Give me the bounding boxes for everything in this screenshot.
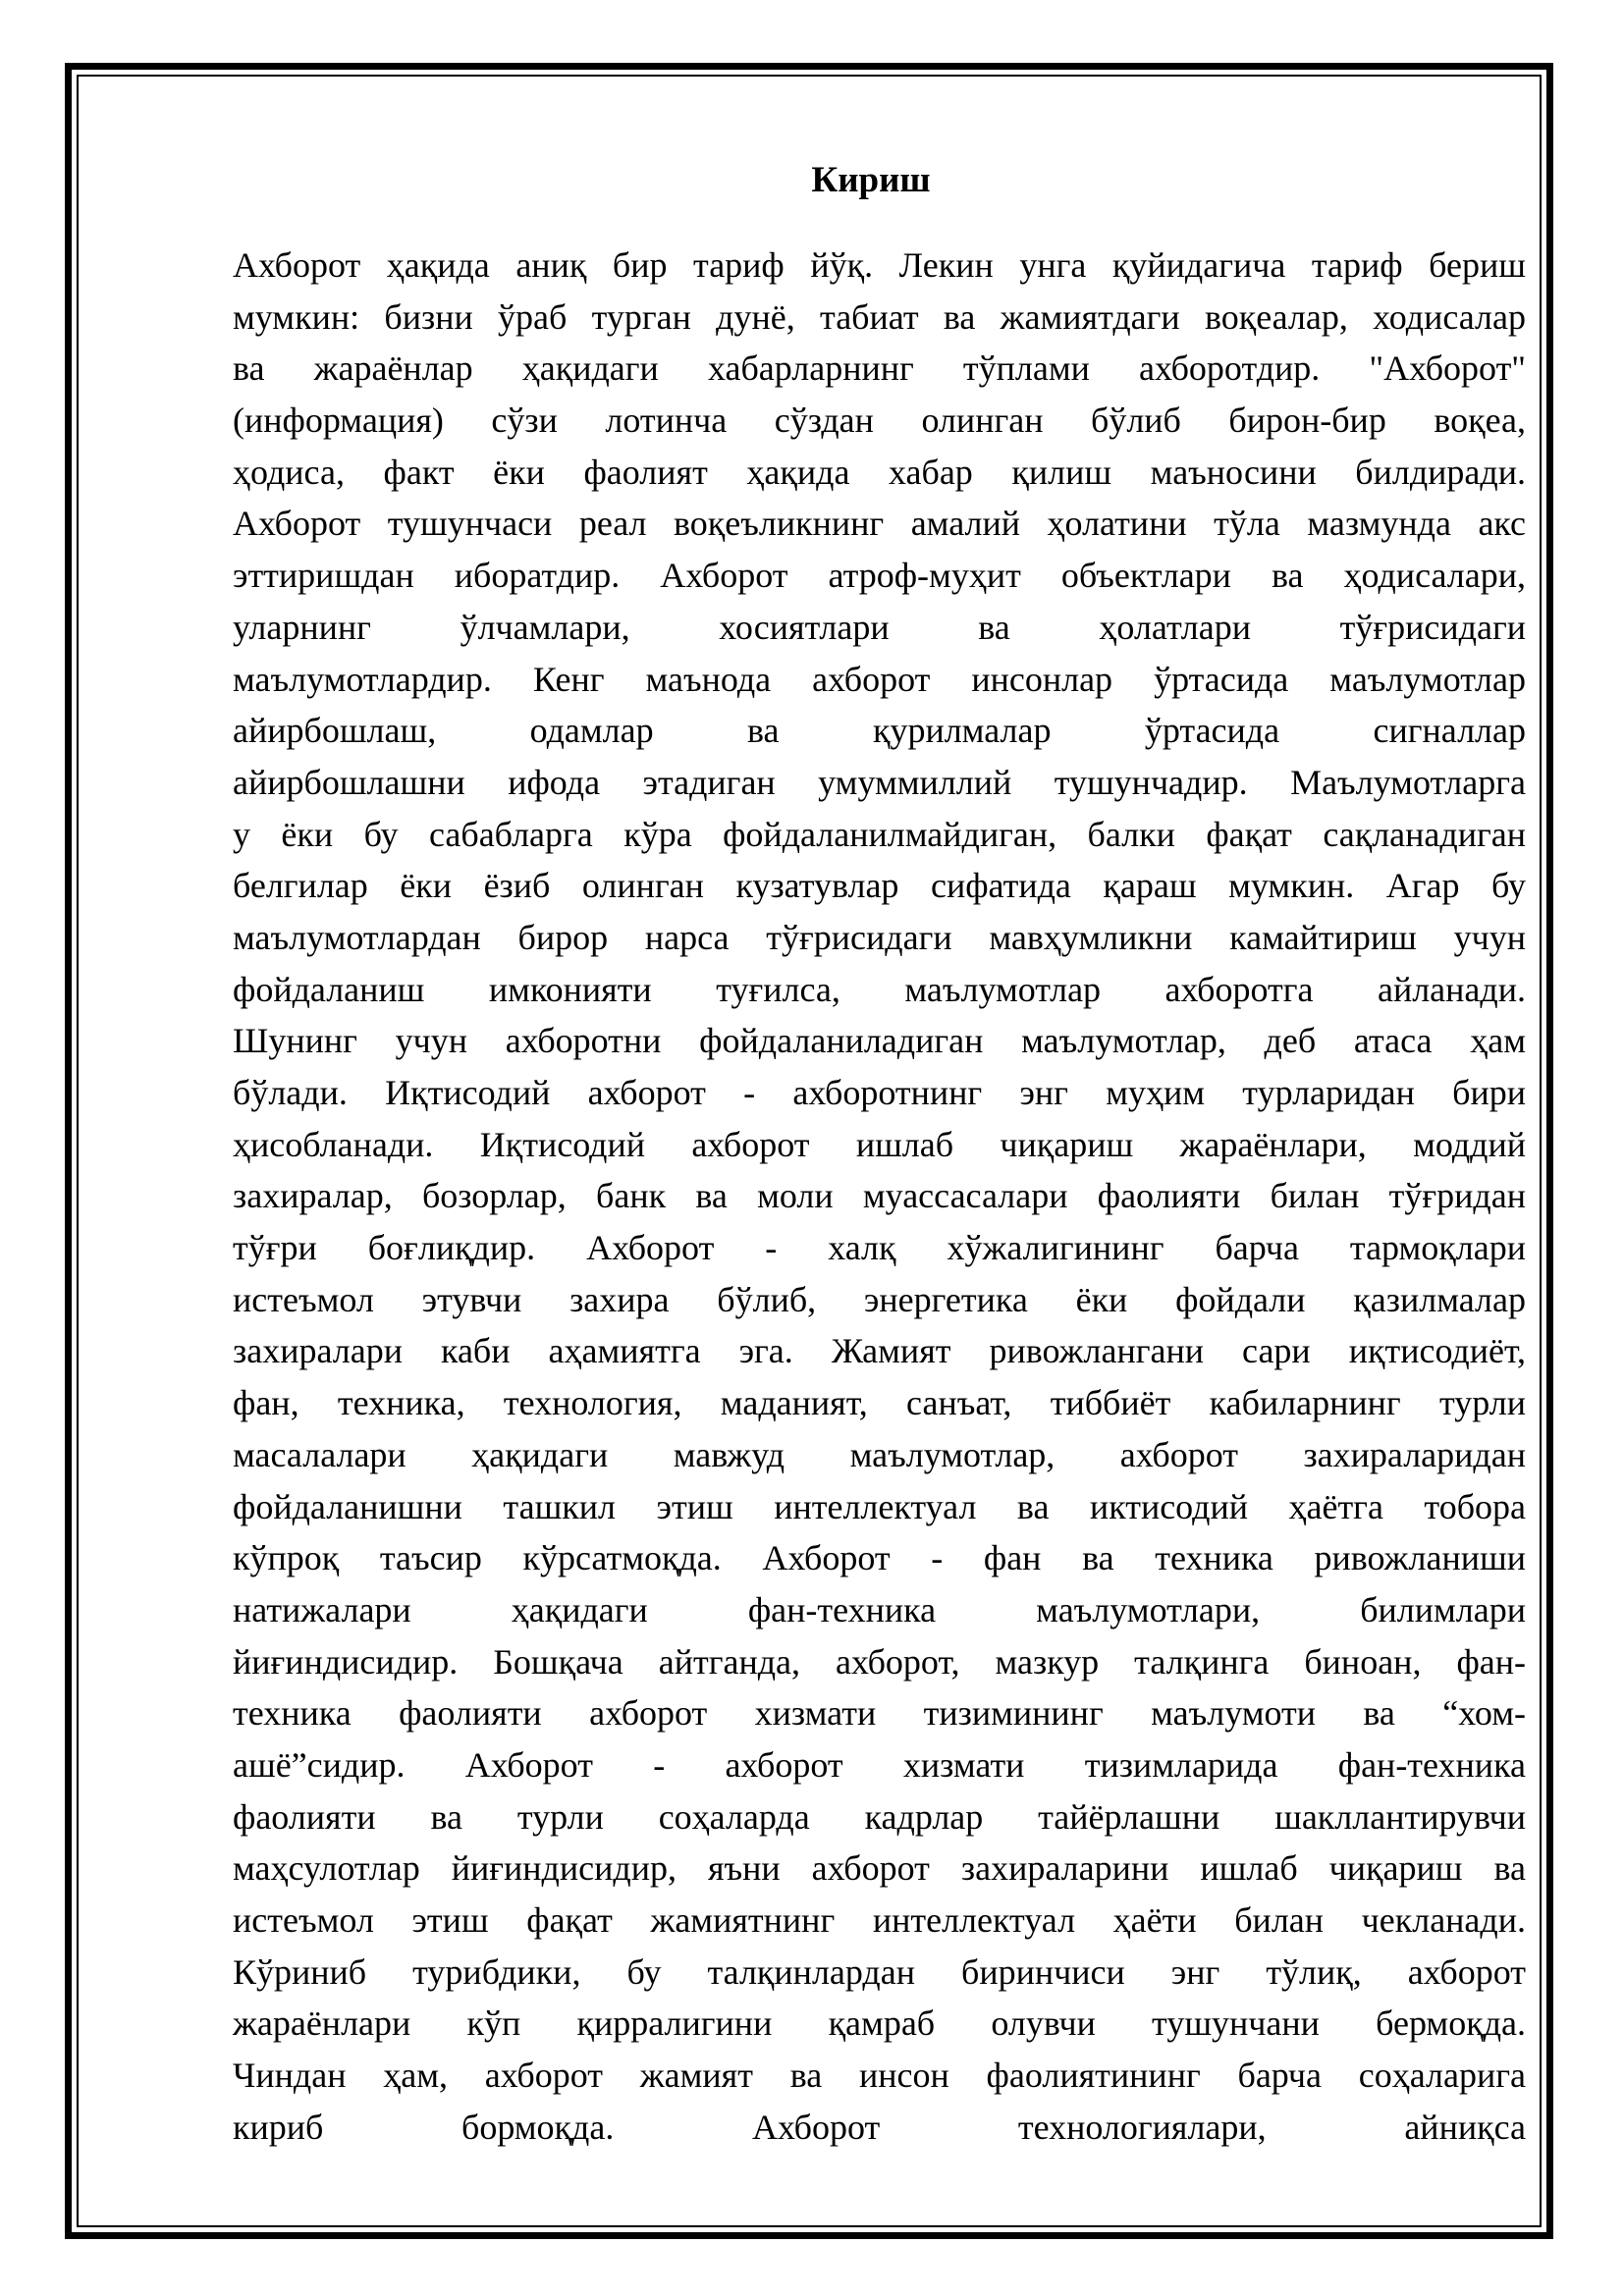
paragraph-line-text: у ёки бу сабабларга кўра фойдаланилмайдиган, балки фақат сақланадиган bbox=[233, 814, 1526, 854]
paragraph-line-text: ҳодиса, факт ёки фаолият ҳақида хабар қилиш маъносини билдиради. bbox=[233, 452, 1526, 492]
paragraph-line-text: Шунинг учун ахборотни фойдаланиладиган маълумотлар, деб атаса ҳам bbox=[233, 1021, 1526, 1061]
paragraph-line bbox=[233, 447, 1526, 499]
paragraph-line bbox=[233, 1636, 1526, 1688]
paragraph-line-text: белгилар ёки ёзиб олинган кузатувлар сифатида қараш мумкин. Агар бу bbox=[233, 866, 1526, 906]
paragraph-line bbox=[233, 809, 1526, 861]
paragraph-line-text: мумкин: бизни ўраб турган дунё, табиат ва жамиятдаги воқеалар, ходисалар bbox=[233, 296, 1526, 337]
paragraph-line bbox=[233, 1067, 1526, 1119]
paragraph-line bbox=[233, 1015, 1526, 1067]
paragraph-line-text: уларнинг ўлчамлари, хосиятлари ва ҳолатлари тўғрисидаги bbox=[233, 607, 1526, 647]
paragraph-line-text: маҳсулотлар йиғиндисидир, яъни ахборот захираларини ишлаб чиқариш ва bbox=[233, 1848, 1526, 1889]
paragraph-line-text: эттиришдан иборатдир. Ахборот атроф-муҳит объектлари ва ҳодисалари, bbox=[233, 556, 1526, 596]
paragraph-line-text: тўғри боғлиқдир. Ахборот - халқ хўжалигининг барча тармоқлари bbox=[233, 1228, 1526, 1268]
paragraph-line-text: бўлади. Иқтисодий ахборот - ахборотнинг энг муҳим турларидан бири bbox=[233, 1073, 1526, 1112]
paragraph-line bbox=[233, 1481, 1526, 1533]
paragraph-line-text: кириб бормоқда. Ахборот технологиялари, айниқса bbox=[233, 2107, 1526, 2147]
paragraph-line-text: фаолияти ва турли соҳаларда кадрлар тайёрлашни шакллантирувчи bbox=[233, 1796, 1526, 1837]
paragraph-line bbox=[233, 1377, 1526, 1429]
paragraph-line bbox=[233, 1584, 1526, 1636]
paragraph-line bbox=[233, 1687, 1526, 1739]
paragraph-line bbox=[233, 912, 1526, 964]
paragraph-line bbox=[233, 2102, 1526, 2154]
paragraph-line-text: масалалари ҳақидаги мавжуд маълумотлар, ахборот захираларидан bbox=[233, 1434, 1526, 1474]
paragraph-line bbox=[233, 1842, 1526, 1895]
paragraph-line bbox=[233, 1739, 1526, 1791]
paragraph-line-text: Ахборот ҳақида аниқ бир тариф йўқ. Лекин унга қуйидагича тариф бериш bbox=[233, 245, 1526, 285]
paragraph-line bbox=[233, 1274, 1526, 1326]
paragraph-line bbox=[233, 2050, 1526, 2102]
paragraph-line-text: кўпроқ таъсир кўрсатмоқда. Ахборот - фан ва техника ривожланиши bbox=[233, 1538, 1526, 1578]
paragraph-line bbox=[233, 1532, 1526, 1584]
paragraph-line bbox=[233, 654, 1526, 706]
paragraph-line bbox=[233, 1791, 1526, 1843]
paragraph-line bbox=[233, 343, 1526, 395]
paragraph-line bbox=[233, 550, 1526, 602]
paragraph-line-text: захиралари каби аҳамиятга эга. Жамият ривожлангани сари иқтисодиёт, bbox=[233, 1331, 1526, 1371]
paragraph-line-text: айирбошлаш, одамлар ва қурилмалар ўртасида сигналлар bbox=[233, 711, 1526, 751]
paragraph-line-text: техника фаолияти ахборот хизмати тизимининг маълумоти ва “хом- bbox=[233, 1693, 1526, 1734]
paragraph-line bbox=[233, 602, 1526, 654]
paragraph-line-text: ашё”сидир. Ахборот - ахборот хизмати тизимларида фан-техника bbox=[233, 1744, 1526, 1785]
paragraph-line-text: Кўриниб турибдики, бу талқинлардан биринчиси энг тўлиқ, ахборот bbox=[233, 1951, 1526, 1992]
paragraph-line-text: фан, техника, технология, маданият, санъат, тиббиёт кабиларнинг турли bbox=[233, 1383, 1526, 1423]
paragraph-line bbox=[233, 1895, 1526, 1947]
paragraph-line bbox=[233, 860, 1526, 912]
paragraph-line-text: фойдаланиш имконияти туғилса, маълумотлар ахборотга айланади. bbox=[233, 969, 1526, 1009]
document-body bbox=[233, 240, 1526, 2153]
paragraph-line-text: йиғиндисидир. Бошқача айтганда, ахборот, мазкур талқинга биноан, фан- bbox=[233, 1641, 1526, 1682]
paragraph-line-text: Ахборот тушунчаси реал воқеъликнинг амалий ҳолатини тўла мазмунда акс bbox=[233, 504, 1526, 544]
paragraph-line-text: ҳисобланади. Иқтисодий ахборот ишлаб чиқариш жараёнлари, моддий bbox=[233, 1124, 1526, 1164]
paragraph-line bbox=[233, 395, 1526, 447]
paragraph-line bbox=[233, 757, 1526, 809]
document-title: Кириш bbox=[811, 160, 931, 200]
paragraph-line-text: захиралар, бозорлар, банк ва моли муассасалари фаолияти билан тўғридан bbox=[233, 1176, 1526, 1216]
paragraph-line-text: натижалари ҳақидаги фан-техника маълумотлари, билимлари bbox=[233, 1589, 1526, 1629]
paragraph-line-text: истеъмол этувчи захира бўлиб, энергетика ёки фойдали қазилмалар bbox=[233, 1279, 1526, 1319]
paragraph-line bbox=[233, 292, 1526, 344]
paragraph-line-text: маълумотлардан бирор нарса тўғрисидаги мавҳумликни камайтириш учун bbox=[233, 917, 1526, 957]
paragraph-line bbox=[233, 1998, 1526, 2050]
paragraph-line bbox=[233, 1429, 1526, 1481]
paragraph-line bbox=[233, 1170, 1526, 1222]
paragraph-line bbox=[233, 705, 1526, 757]
paragraph-line bbox=[233, 1222, 1526, 1274]
paragraph-line-text: ва жараёнлар ҳақидаги хабарларнинг тўплами ахборотдир. "Ахборот" bbox=[233, 348, 1526, 389]
paragraph-line bbox=[233, 964, 1526, 1016]
paragraph-line-text: фойдаланишни ташкил этиш интеллектуал ва иктисодий ҳаётга тобора bbox=[233, 1486, 1526, 1526]
paragraph-line bbox=[233, 240, 1526, 292]
paragraph-line bbox=[233, 1325, 1526, 1377]
paragraph-line-text: истеъмол этиш фақат жамиятнинг интеллектуал ҳаёти билан чекланади. bbox=[233, 1900, 1526, 1940]
paragraph-line-text: жараёнлари кўп қирралигини қамраб олувчи тушунчани бермоқда. bbox=[233, 2003, 1526, 2044]
paragraph-line-text: (информация) сўзи лотинча сўздан олинган бўлиб бирон-бир воқеа, bbox=[233, 400, 1526, 441]
paragraph-line bbox=[233, 498, 1526, 550]
paragraph-line-text: маълумотлардир. Кенг маънода ахборот инсонлар ўртасида маълумотлар bbox=[233, 659, 1526, 699]
paragraph-line bbox=[233, 1119, 1526, 1171]
paragraph-line-text: Чиндан ҳам, ахборот жамият ва инсон фаолиятининг барча соҳаларига bbox=[233, 2056, 1526, 2096]
paragraph-line-text: айирбошлашни ифода этадиган умуммиллий тушунчадир. Маълумотларга bbox=[233, 762, 1526, 802]
paragraph-line bbox=[233, 1947, 1526, 1999]
